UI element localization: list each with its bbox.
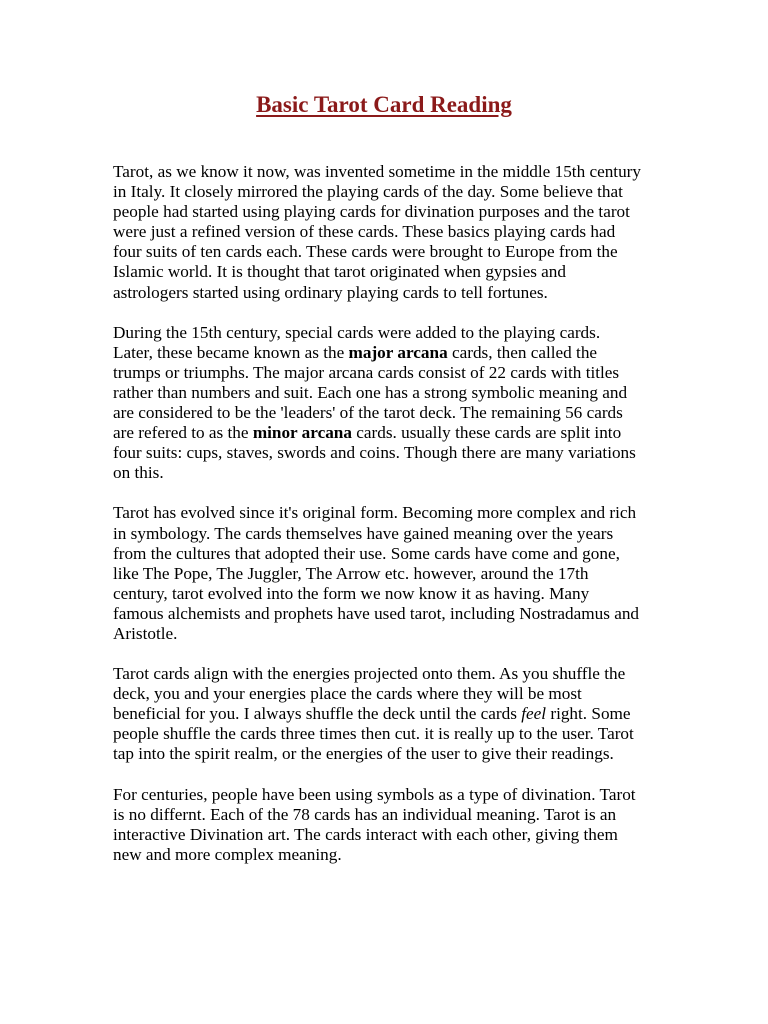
text-line: on this.: [113, 463, 164, 483]
text-line: like The Pope, The Juggler, The Arrow etc. however, around the 17th: [113, 563, 589, 583]
text-line: Aristotle.: [113, 623, 178, 643]
text-line: astrologers started using ordinary playing cards to tell fortunes.: [113, 282, 548, 302]
text-line: interactive Divination art. The cards interact with each other, giving them: [113, 824, 618, 844]
text-line: four suits: cups, staves, swords and coins. Though there are many variations: [113, 443, 636, 463]
text-line: in Italy. It closely mirrored the playing cards of the day. Some believe that: [113, 182, 623, 202]
text-line: from the cultures that adopted their use. Some cards have come and gone,: [113, 543, 620, 563]
body-paragraph: [113, 323, 661, 484]
body-paragraph: [113, 664, 661, 764]
text-line: Islamic world. It is thought that tarot originated when gypsies and: [113, 262, 566, 282]
body-paragraph: [113, 503, 661, 644]
text-run: beneficial for you. I always shuffle the deck until the cards: [113, 704, 522, 724]
text-line: During the 15th century, special cards were added to the playing cards.: [113, 322, 601, 342]
text-run: cards. usually these cards are split into: [351, 423, 622, 443]
italic-term: feel: [521, 704, 547, 724]
text-line: Tarot cards align with the energies projected onto them. As you shuffle the: [113, 664, 626, 684]
text-line: [113, 343, 661, 363]
text-run: cards, then called the: [447, 342, 598, 362]
text-line: Tarot, as we know it now, was invented sometime in the middle 15th century: [113, 162, 641, 181]
text-line: For centuries, people have been using symbols as a type of divination. Tarot: [113, 784, 636, 804]
text-line: are considered to be the 'leaders' of the tarot deck. The remaining 56 cards: [113, 403, 623, 423]
text-line: Tarot has evolved since it's original form. Becoming more complex and rich: [113, 503, 637, 523]
text-line: people shuffle the cards three times then cut. it is really up to the user. Tarot: [113, 724, 634, 744]
document-body: [113, 162, 661, 885]
document-title: Basic Tarot Card Reading: [256, 92, 512, 117]
text-line: century, tarot evolved into the form we now know it as having. Many: [113, 583, 590, 603]
text-line: tap into the spirit realm, or the energies of the user to give their readings.: [113, 744, 614, 764]
text-line: four suits of ten cards each. These cards were brought to Europe from the: [113, 242, 618, 262]
text-line: deck, you and your energies place the cards where they will be most: [113, 684, 582, 704]
body-paragraph: [113, 162, 661, 303]
text-line: famous alchemists and prophets have used tarot, including Nostradamus and: [113, 603, 640, 623]
text-line: trumps or triumphs. The major arcana cards consist of 22 cards with titles: [113, 362, 620, 382]
bold-term: major arcana: [348, 342, 448, 362]
body-paragraph: [113, 785, 661, 865]
text-line: is no differnt. Each of the 78 cards has an individual meaning. Tarot is an: [113, 804, 617, 824]
bold-term: minor arcana: [252, 423, 352, 443]
text-line: [113, 423, 661, 443]
text-line: rather than numbers and suit. Each one has a strong symbolic meaning and: [113, 382, 628, 402]
text-line: in symbology. The cards themselves have gained meaning over the years: [113, 523, 614, 543]
text-run: Later, these became known as the: [113, 342, 349, 362]
text-line: people had started using playing cards for divination purposes and the tarot: [113, 202, 630, 222]
text-line: new and more complex meaning.: [113, 844, 342, 864]
text-line: were just a refined version of these cards. These basics playing cards had: [113, 222, 616, 242]
text-run: right. Some: [546, 704, 631, 724]
text-run: are refered to as the: [113, 423, 253, 443]
text-line: [113, 704, 661, 724]
